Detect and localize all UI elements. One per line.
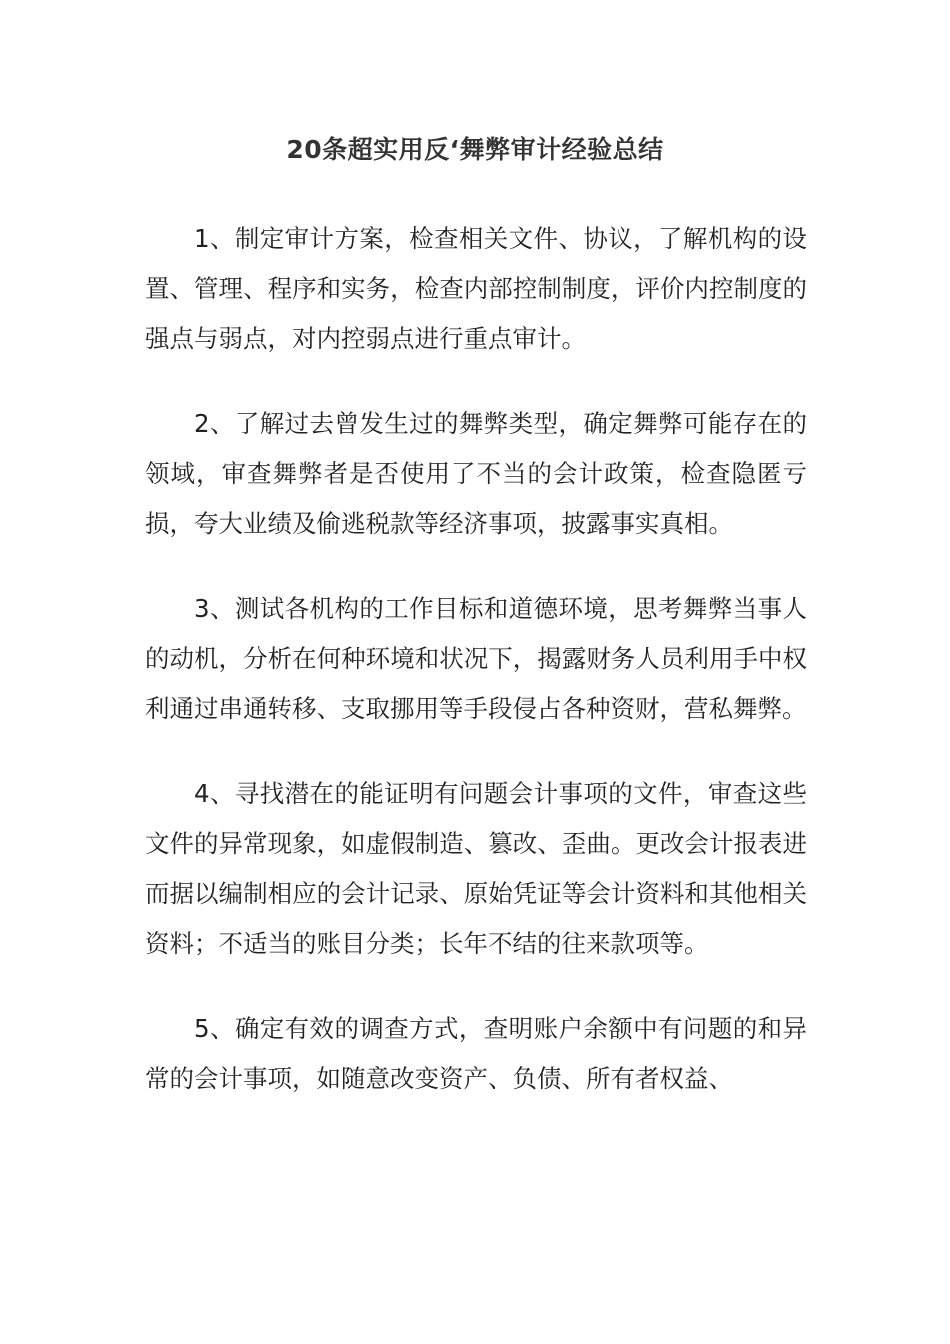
document-title: 20条超实用反‘舞弊审计经验总结: [286, 135, 664, 164]
paragraph-5: 5、确定有效的调查方式，查明账户余额中有问题的和异常的会计事项，如随意改变资产、负债、所有者权益、: [145, 1014, 807, 1093]
paragraph-1: 1、制定审计方案，检查相关文件、协议，了解机构的设置、管理、程序和实务，检查内部控制制度，评价内控制度的强点与弱点，对内控弱点进行重点审计。: [145, 224, 807, 353]
paragraph-3: 3、测试各机构的工作目标和道德环境，思考舞弊当事人的动机，分析在何种环境和状况下，揭露财务人员利用手中权利通过串通转移、支取挪用等手段侵占各种资财，营私舞弊。: [145, 594, 807, 723]
paragraph-4: 4、寻找潜在的能证明有问题会计事项的文件，审查这些文件的异常现象，如虚假制造、篡改、歪曲。更改会计报表进而据以编制相应的会计记录、原始凭证等会计资料和其他相关资料；不适当的账目分类；长年不结的往来款项等。: [145, 779, 807, 958]
document-body: [145, 214, 807, 1139]
paragraph-2: 2、了解过去曾发生过的舞弊类型，确定舞弊可能存在的领域，审查舞弊者是否使用了不当的会计政策，检查隐匿亏损，夸大业绩及偷逃税款等经济事项，披露事实真相。: [145, 409, 807, 538]
